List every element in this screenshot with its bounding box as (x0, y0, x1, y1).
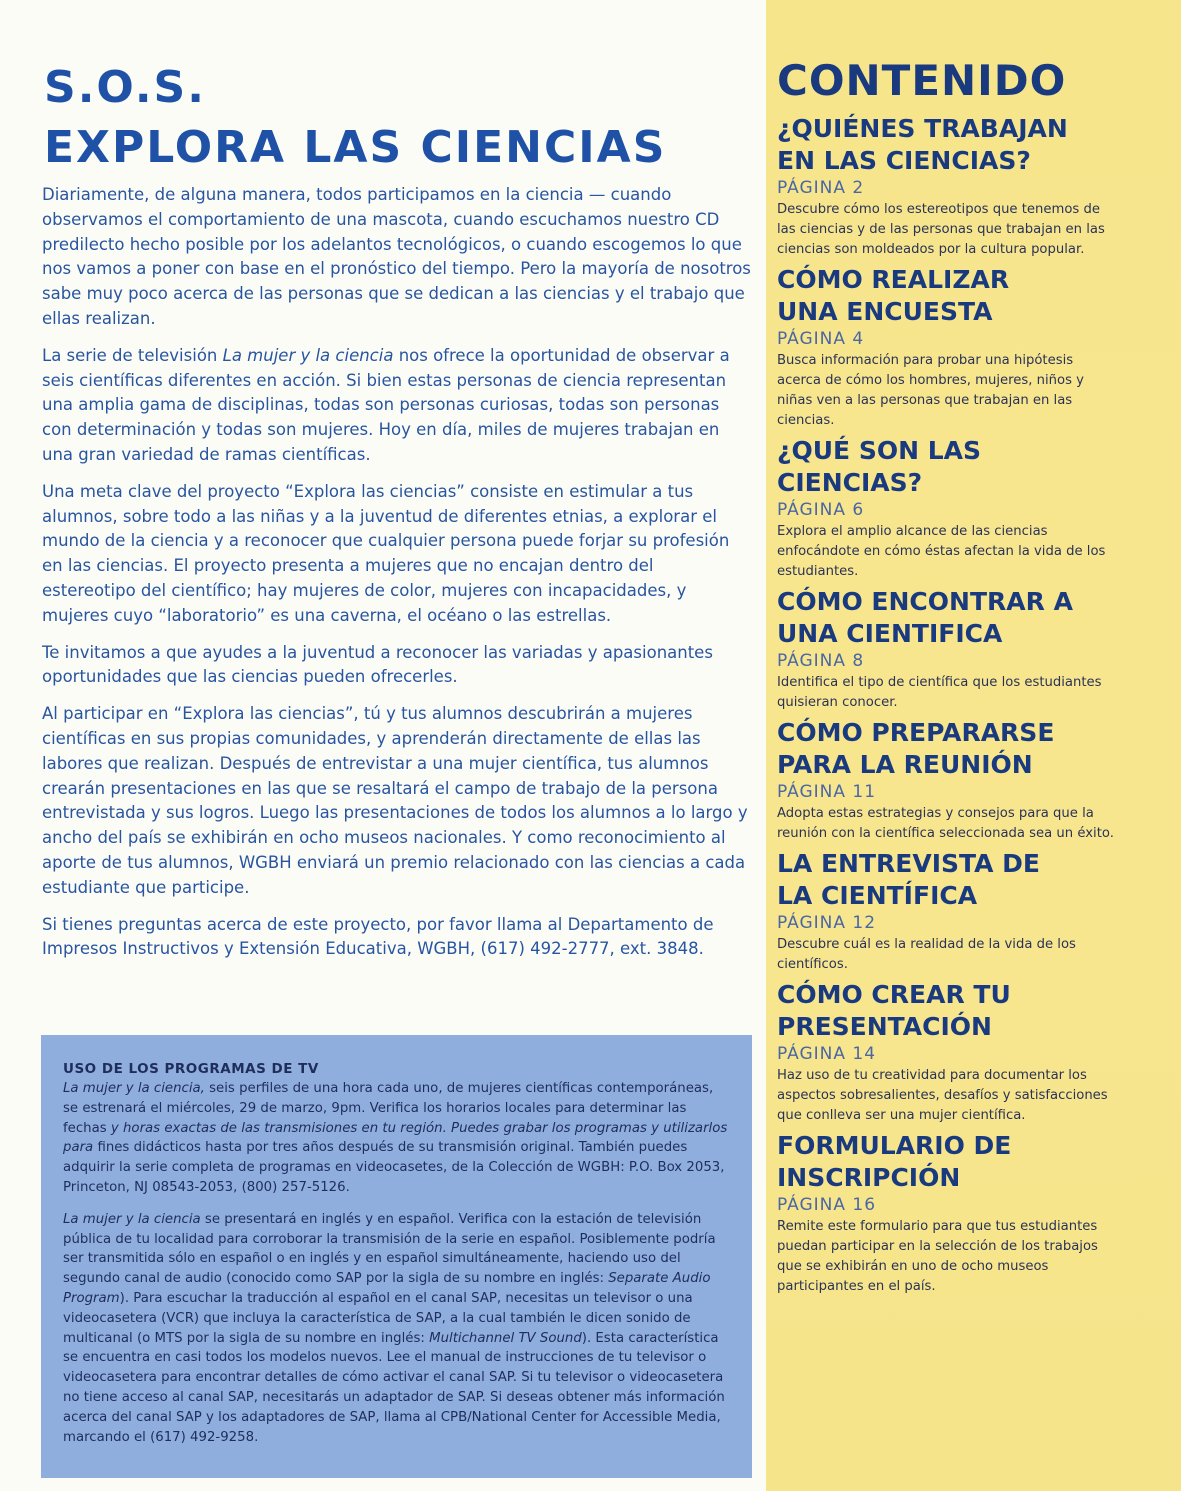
intro-p2-start: La serie de televisión (42, 345, 223, 365)
toc-heading-line: ¿QUÉ SON LAS (777, 436, 982, 465)
series-title: La mujer y la ciencia (63, 1211, 201, 1227)
toc-description: Identifica el tipo de científica que los estudiantes quisieran conocer. (777, 675, 1102, 710)
toc-description: Haz uso de tu creatividad para documentar los aspectos sobresalientes, desafíos y satisfacciones que conlleva ser una mujer científica. (777, 1068, 1108, 1123)
series-title: La mujer y la ciencia (222, 345, 394, 365)
toc-heading-line: CÓMO REALIZAR (777, 265, 1010, 294)
toc-description: Descubre cuál es la realidad de la vida de los científicos. (777, 937, 1076, 972)
toc-heading-line: LA ENTREVISTA DE (777, 849, 1041, 878)
toc-item-heading (777, 848, 1172, 911)
toc-heading-line: CIENCIAS? (777, 467, 923, 497)
toc-page-number: PÁGINA 16 (777, 1195, 877, 1215)
title-line-1: S.O.S. (44, 62, 206, 113)
toc-item-heading (777, 717, 1172, 780)
toc-page-number: PÁGINA 6 (777, 500, 865, 520)
toc-item-heading (777, 113, 1172, 176)
series-title: La mujer y la ciencia, (63, 1081, 205, 1096)
toc-heading-line: FORMULARIO DE (777, 1131, 1012, 1160)
tv-p2-text-a: se presentará en inglés y en español. Verifica con la estación de televisión pública de tu localidad para corroborar la transmisión de la serie en español. Posiblemente podría ser transmitida sólo en español o en inglés y en español simultáneamente, haciendo uso del segundo canal de audio (conocido como SAP por la sigla de su nombre en inglés: (63, 1211, 716, 1287)
toc-page-number: PÁGINA 12 (777, 913, 877, 933)
tv-p1-italic: y horas exactas de las transmisiones en tu región. Puedes grabar los programas y utilizarlos para (63, 1120, 728, 1156)
toc-description: Remite este formulario para que tus estudiantes puedan participar en la selección de los trabajos que se exhibirán en uno de ocho museos participantes en el país. (777, 1219, 1098, 1294)
toc-description: Descubre cómo los estereotipos que tenemos de las ciencias y de las personas que trabajan en las ciencias son moldeados por la cultura popular. (777, 202, 1105, 257)
toc-page-number: PÁGINA 4 (777, 329, 865, 349)
toc-page-number: PÁGINA 14 (777, 1044, 877, 1064)
tv-box-paragraph-1 (63, 1079, 730, 1198)
toc-description: Adopta estas estrategias y consejos para que la reunión con la científica seleccionada sea un éxito. (777, 806, 1114, 841)
toc-page-number: PÁGINA 2 (777, 178, 865, 198)
toc-item (777, 848, 1172, 975)
intro-paragraph-5: Al participar en “Explora las ciencias”, tú y tus alumnos descubrirán a mujeres científicas en sus propias comunidades, y aprenderán directamente de ellas las labores que realizan. Después de entrevistar a una mujer científica, tus alumnos crearán presentaciones en las que se resaltará el campo de trabajo de la persona entrevistada y sus logros. Luego las presentaciones de todos los alumnos a lo largo y ancho del país se exhibirán en ocho museos nacionales. Y como reconocimiento al aporte de tus alumnos, WGBH enviará un premio relacionado con las ciencias a cada estudiante que participe. (42, 704, 748, 897)
toc-heading-line: CÓMO ENCONTRAR A (777, 587, 1073, 616)
intro-paragraph-3: Una meta clave del proyecto “Explora las ciencias” consiste en estimular a tus alumnos, sobre todo a las niñas y a la juventud de diferentes etnias, a explorar el mundo de la ciencia y a reconocer que cualquier persona puede forjar su profesión en las ciencias. El proyecto presenta a mujeres que no encajan dentro del estereotipo del científico; hay mujeres de color, mujeres con incapacidades, y mujeres cuyo “laboratorio” es una caverna, el océano o las estrellas. (42, 481, 730, 625)
title-line-2: EXPLORA LAS CIENCIAS (44, 122, 667, 173)
intro-paragraph-2 (42, 344, 752, 468)
toc-title: CONTENIDO (777, 56, 1067, 105)
toc-heading-line: ¿QUIÉNES TRABAJAN (777, 114, 1068, 143)
sap-term: Separate Audio Program (63, 1271, 711, 1306)
intro-paragraph-4: Te invitamos a que ayudes a la juventud a reconocer las variadas y apasionantes oportunidades que las ciencias pueden ofrecerles. (42, 642, 713, 687)
toc-item (777, 113, 1172, 260)
toc-item (777, 717, 1172, 844)
toc-heading-line: CÓMO CREAR TU (777, 980, 1011, 1009)
toc-item (777, 979, 1172, 1126)
intro-paragraph-6: Si tienes preguntas acerca de este proyecto, por favor llama al Departamento de Impresos Instructivos y Extensión Educativa, WGBH, (617) 492-2777, ext. 3848. (42, 914, 714, 959)
toc-heading-line: EN LAS CIENCIAS? (777, 145, 1031, 175)
tv-p1-text-a: seis perfiles de una hora cada uno, de mujeres científicas contemporáneas, se estrenará el miércoles, 29 de marzo, 9pm. Verifica los horarios locales para determinar las fechas (63, 1081, 714, 1136)
toc-page-number: PÁGINA 8 (777, 651, 865, 671)
toc-description: Explora el amplio alcance de las ciencias enfocándote en cómo éstas afectan la vida de los estudiantes. (777, 524, 1106, 579)
toc-item-heading (777, 979, 1172, 1042)
toc-description: Busca información para probar una hipótesis acerca de cómo los hombres, mujeres, niños y niñas ven a las personas que trabajan en las ciencias. (777, 353, 1084, 428)
table-of-contents (777, 55, 1172, 1301)
page-title (44, 58, 666, 178)
toc-item-heading (777, 1130, 1172, 1193)
toc-heading-line: UNA CIENTIFICA (777, 618, 1003, 648)
toc-heading-line: CÓMO PREPARARSE (777, 718, 1055, 747)
toc-item-heading (777, 264, 1172, 327)
intro-text (42, 183, 752, 974)
tv-p2-text-c: ). Esta característica se encuentra en casi todos los modelos nuevos. Lee el manual de instrucciones de tu televisor o videocasetera para encontrar detalles de cómo activar el canal SAP. Si tu televisor o videocasetera no tiene acceso al canal SAP, necesitarás un adaptador de SAP. Si deseas obtener más información acerca del canal SAP y los adaptadores de SAP, llama al CPB/National Center for Accessible Media, marcando el (617) 492-9258. (63, 1330, 725, 1445)
tv-box-paragraph-2 (63, 1210, 730, 1448)
toc-heading-line: PRESENTACIÓN (777, 1011, 992, 1041)
tv-box-heading: USO DE LOS PROGRAMAS DE TV (63, 1061, 319, 1077)
toc-item (777, 435, 1172, 582)
intro-paragraph-1: Diariamente, de alguna manera, todos participamos en la ciencia — cuando observamos el comportamiento de una mascota, cuando escuchamos nuestro CD predilecto hecho posible por los adelantos tecnológicos, o cuando escogemos lo que nos vamos a poner con base en el pronóstico del tiempo. Pero la mayoría de nosotros sabe muy poco acerca de las personas que se dedican a las ciencias y el trabajo que ellas realizan. (42, 185, 751, 328)
toc-heading-line: LA CIENTÍFICA (777, 880, 978, 910)
toc-heading-line: INSCRIPCIÓN (777, 1162, 961, 1192)
toc-page-number: PÁGINA 11 (777, 782, 877, 802)
mts-term: Multichannel TV Sound (429, 1330, 582, 1346)
tv-p1-text-b: fines didácticos hasta por tres años después de su transmisión original. También puedes adquirir la serie completa de programas en videocasetes, de la Colección de WGBH: P.O. Box 2053, Princeton, NJ 08543-2053, (800) 257-5126. (63, 1140, 725, 1195)
intro-p2-end: nos ofrece la oportunidad de observar a seis científicas diferentes en acción. Si bien estas personas de ciencia representan una amplia gama de disciplinas, todas son personas curiosas, todas son personas con determinación y todas son mujeres. Hoy en día, miles de mujeres trabajan en una gran variedad de ramas científicas. (42, 345, 730, 464)
toc-item (777, 264, 1172, 431)
toc-heading-line: UNA ENCUESTA (777, 296, 993, 326)
toc-item-heading (777, 435, 1172, 498)
toc-item (777, 1130, 1172, 1297)
toc-heading-line: PARA LA REUNIÓN (777, 749, 1033, 779)
tv-p2-text-b: ). Para escuchar la traducción al español en el canal SAP, necesitas un televisor o una videocasetera (VCR) que incluya la característica de SAP, a la cual también le dicen sonido de multicanal (o MTS por la sigla de su nombre en inglés: (63, 1290, 693, 1346)
toc-item (777, 586, 1172, 713)
tv-programs-box (41, 1035, 752, 1478)
toc-item-heading (777, 586, 1172, 649)
